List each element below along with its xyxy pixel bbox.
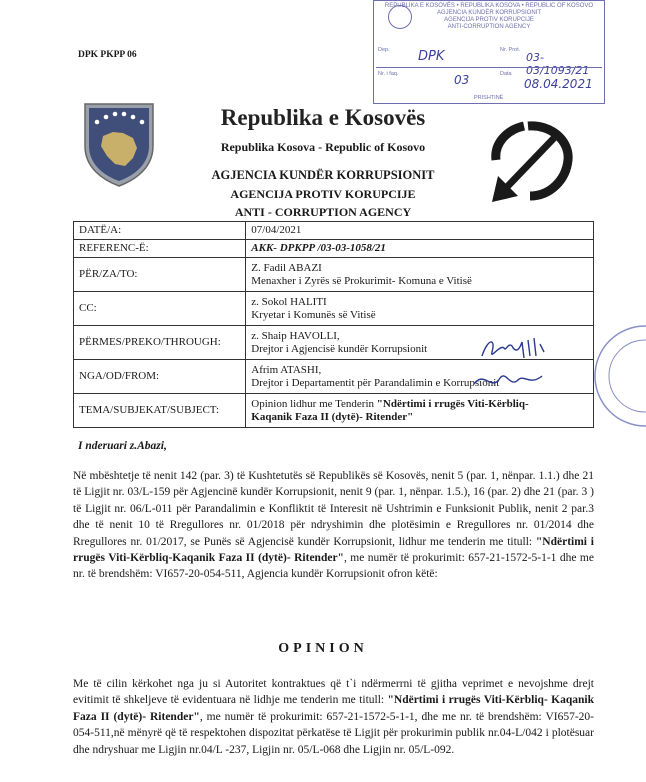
signature-icon bbox=[470, 368, 550, 394]
row-value bbox=[246, 292, 594, 326]
stamp-page-label: Nr. i faq. bbox=[378, 71, 399, 77]
stamp-header-line: AGJENCIA KUNDËR KORRUPSIONIT bbox=[436, 10, 541, 16]
reception-stamp bbox=[373, 0, 605, 104]
row-key: REFERENC-Ë: bbox=[74, 240, 246, 258]
row-key: DATË/A: bbox=[74, 222, 246, 240]
agency-name-en: ANTI - CORRUPTION AGENCY bbox=[234, 205, 412, 219]
stamp-header-line: AGENCIJA PROTIV KORUPCIJE bbox=[444, 17, 534, 23]
recipient-title: Menaxher i Zyrës së Prokurimit- Komuna e Vitisë bbox=[251, 274, 472, 287]
signature-icon bbox=[478, 334, 552, 366]
paragraph-text: Me të cilin kërkohet nga ju si Autoritet kontraktues që t`i ndërmerrni të gjitha veprimet e nevojshme drejt evitimit të shkeljeve të evidentuara në lidhje me tenderin me titull: bbox=[73, 678, 594, 707]
header-info-table bbox=[73, 221, 594, 428]
paragraph-text: , me numër të prokurimit: 657-21-1572-5-1-1 dhe me nr. të brendshëm: VI657-20-054-511, Agjencia kundër Korrupsionit ofron këtë: bbox=[73, 552, 594, 581]
cc-title: Kryetar i Komunës së Vitisë bbox=[251, 308, 376, 321]
agency-seal-icon bbox=[583, 318, 646, 428]
row-value: 07/04/2021 bbox=[246, 222, 594, 240]
stamp-prot-value: 03-03/1093/21 bbox=[526, 51, 590, 77]
row-value bbox=[246, 258, 594, 292]
subject-line-2: Kaqanik Faza II (dytë)- Ritender" bbox=[251, 410, 414, 423]
stamp-date-label: Data bbox=[500, 71, 512, 77]
from-title: Drejtor i Departamentit për Parandalimin e Korrupsionit bbox=[251, 376, 500, 389]
table-row bbox=[74, 292, 594, 326]
row-value bbox=[246, 394, 594, 428]
stamp-dep-value: DPK bbox=[418, 49, 445, 64]
through-name: z. Shaip HAVOLLI, bbox=[251, 329, 340, 342]
reference-value: AKK- DPKPP /03-03-1058/21 bbox=[246, 240, 594, 258]
agency-name-sr: AGENCIJA PROTIV KORUPCIJE bbox=[230, 187, 416, 201]
body-paragraph bbox=[73, 468, 594, 583]
through-title: Drejtor i Agjencisë kundër Korrupsionit bbox=[251, 342, 428, 355]
stamp-header-line: REPUBLIKA E KOSOVËS • REPUBLIKA KOSOVA • REPUBLIC OF KOSOVO bbox=[384, 3, 594, 9]
agency-name-sq: AGJENCIA KUNDËR KORRUPSIONIT bbox=[211, 168, 435, 182]
stamp-header-line: ANTI-CORRUPTION AGENCY bbox=[447, 24, 531, 30]
table-row bbox=[74, 394, 594, 428]
page-title: Republika e Kosovës bbox=[220, 105, 426, 130]
recipient-name: Z. Fadil ABAZI bbox=[251, 261, 322, 274]
from-name: Afrim ATASHI, bbox=[251, 363, 322, 376]
stamp-divider bbox=[376, 67, 602, 68]
row-key: NGA/OD/FROM: bbox=[74, 360, 246, 394]
body-paragraph bbox=[73, 676, 594, 758]
cc-name: z. Sokol HALITI bbox=[251, 295, 327, 308]
row-key: PËRMES/PREKO/THROUGH: bbox=[74, 326, 246, 360]
table-row bbox=[74, 222, 594, 240]
table-row bbox=[74, 240, 594, 258]
stamp-page-value: 03 bbox=[454, 73, 470, 87]
subject-prefix: Opinion lidhur me Tenderin bbox=[251, 397, 377, 410]
document-code: DPK PKPP 06 bbox=[78, 50, 137, 60]
row-key: CC: bbox=[74, 292, 246, 326]
tender-title: "Ndërtimi i rrugës Viti-Kërbliq-Kaqanik Faza II (dytë)- Ritender" bbox=[73, 535, 594, 565]
stamp-dep-label: Dep. bbox=[378, 47, 390, 53]
paragraph-text: , me numër të prokurimit: 657-21-1572-5-1-1, dhe me nr. të brendshëm: VI657-20-054-511,në mënyrë që të respektohen dispozitat përkatëse të Ligjit për prokurimin publik nr.04-L/042 i plotësuar dhe ndryshuar me Ligjin nr.04/L -237, Ligjin nr. 05/L-068 dhe Ligjin nr. 05/L-092. bbox=[73, 710, 594, 756]
table-row bbox=[74, 258, 594, 292]
row-key: PËR/ZA/TO: bbox=[74, 258, 246, 292]
tender-title: "Ndërtimi i rrugës Viti-Kërbliq- Kaqanik Faza II (dytë)- Ritender" bbox=[73, 694, 595, 723]
salutation: I nderuari z.Abazi, bbox=[78, 440, 167, 452]
stamp-city: PRISHTINË bbox=[474, 95, 504, 101]
stamp-date-value: 08.04.2021 bbox=[524, 77, 593, 91]
row-key: TEMA/SUBJEKAT/SUBJECT: bbox=[74, 394, 246, 428]
republic-subtitle: Republika Kosova - Republic of Kosovo bbox=[220, 140, 426, 154]
subject-tender-title: "Ndërtimi i rrugës Viti-Kërbliq- bbox=[376, 397, 529, 410]
section-title: OPINION bbox=[278, 641, 368, 656]
subject-line-1 bbox=[251, 398, 588, 411]
paragraph-text: Në mbështetje të nenit 142 (par. 3) të Kushtetutës së Republikës së Kosovës, nenit 5 (par. 1, nënpar. 1.1.) dhe 21 të Ligjit nr. 03/L-159 për Agjencinë kundër Korrupsionit, nenit 9 (par. 1, nënpar. 1.5.), 16 (par. 2) dhe 21 (par. 3 ) të Ligjit nr. 06/L-011 për Parandalimin e Konfliktit të Interesit në Ushtrimin e Funksionit Publik, nenit 2 par.3 dhe të nenit 10 të Rregullores nr. 01/2018 për ndryshimin dhe plotësimin e Rregullores nr. 01/2014 dhe Rregullores nr. 01/2017, se Punës së Agjencisë kundër Korrupsionit, lidhur me tenderin me titull: bbox=[73, 470, 594, 548]
stamp-header bbox=[374, 3, 604, 31]
stamp-prot-label: Nr. Prot. bbox=[500, 47, 521, 53]
